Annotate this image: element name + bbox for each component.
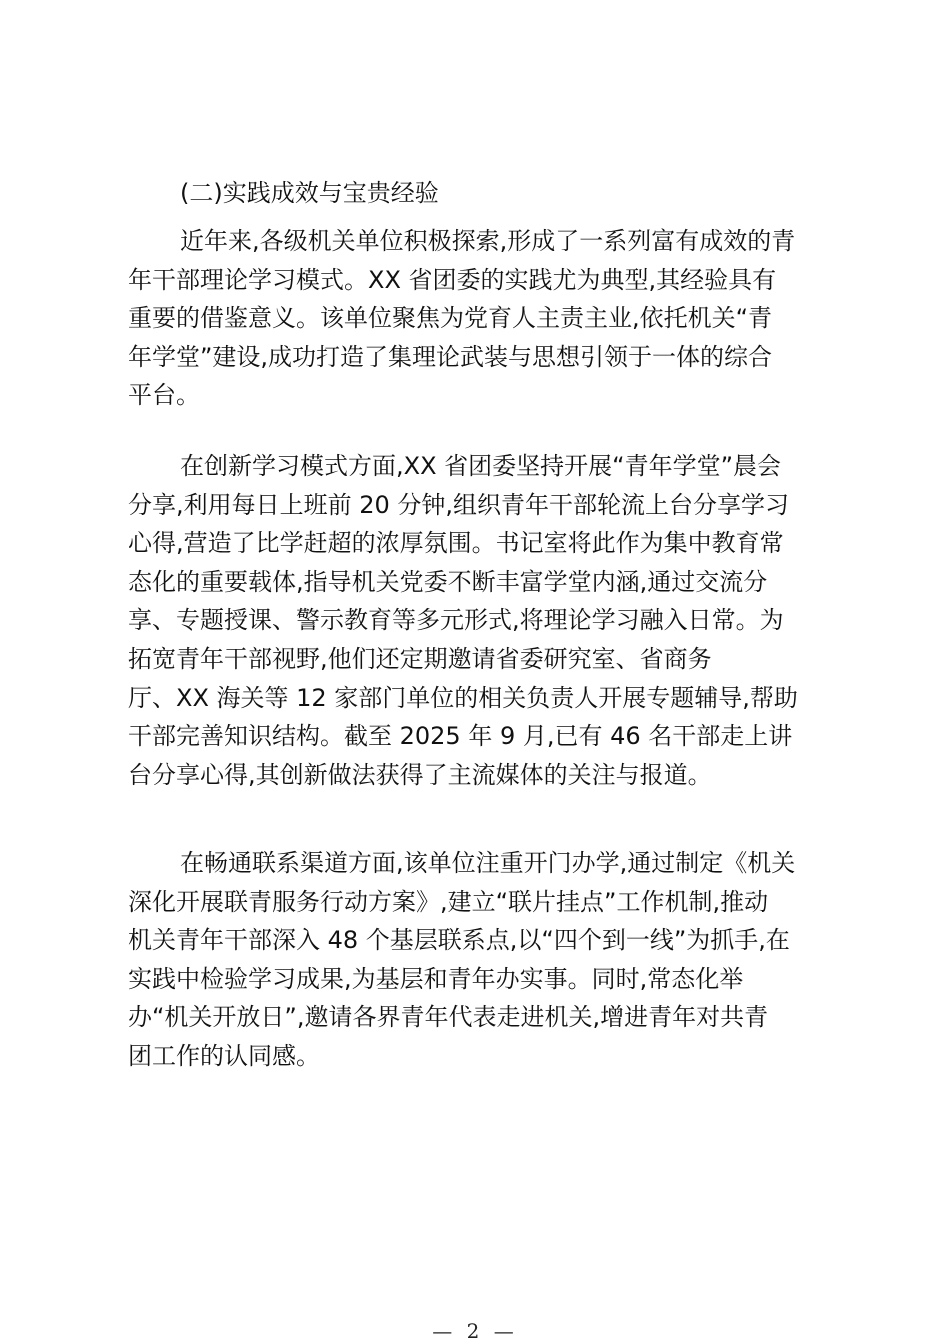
text-line: 态化的重要载体,指导机关党委不断丰富学堂内涵,通过交流分 xyxy=(128,567,768,596)
text-line: 机关青年干部深入 48 个基层联系点,以“四个到一线”为抓手,在 xyxy=(128,926,790,955)
paragraph-2 xyxy=(128,447,848,794)
text-line: 分享,利用每日上班前 20 分钟,组织青年干部轮流上台分享学习 xyxy=(128,490,790,519)
text-line: 平台。 xyxy=(128,381,200,410)
text-line: 实践中检验学习成果,为基层和青年办实事。同时,常态化举 xyxy=(128,964,744,993)
text-line: 重要的借鉴意义。该单位聚焦为党育人主责主业,依托机关“青 xyxy=(128,304,773,333)
text-line: 深化开展联青服务行动方案》,建立“联片挂点”工作机制,推动 xyxy=(128,887,769,916)
text-line: 享、专题授课、警示教育等多元形式,将理论学习融入日常。为 xyxy=(128,606,784,635)
text-line: 团工作的认同感。 xyxy=(128,1041,320,1070)
text-line: 干部完善知识结构。截至 2025 年 9 月,已有 46 名干部走上讲 xyxy=(128,722,793,751)
text-line: 台分享心得,其创新做法获得了主流媒体的关注与报道。 xyxy=(128,760,712,789)
text-line: 办“机关开放日”,邀请各界青年代表走进机关,增进青年对共青 xyxy=(128,1003,769,1032)
section-heading: (二)实践成效与宝贵经验 xyxy=(180,179,439,207)
text-line: 年干部理论学习模式。XX 省团委的实践尤为典型,其经验具有 xyxy=(128,265,777,294)
text-line: 拓宽青年干部视野,他们还定期邀请省委研究室、省商务 xyxy=(128,644,712,673)
page-number: — 2 — xyxy=(432,1319,518,1343)
paragraph-1 xyxy=(128,222,848,415)
text-line: 在创新学习模式方面,XX 省团委坚持开展“青年学堂”晨会 xyxy=(180,452,782,480)
text-line: 近年来,各级机关单位积极探索,形成了一系列富有成效的青 xyxy=(180,227,796,255)
text-line: 在畅通联系渠道方面,该单位注重开门办学,通过制定《机关 xyxy=(180,849,796,877)
text-line: 厅、XX 海关等 12 家部门单位的相关负责人开展专题辅导,帮助 xyxy=(128,683,798,712)
text-line: 年学堂”建设,成功打造了集理论武装与思想引领于一体的综合 xyxy=(128,342,773,371)
text-line: 心得,营造了比学赶超的浓厚氛围。书记室将此作为集中教育常 xyxy=(128,529,784,558)
paragraph-3 xyxy=(128,844,848,1076)
